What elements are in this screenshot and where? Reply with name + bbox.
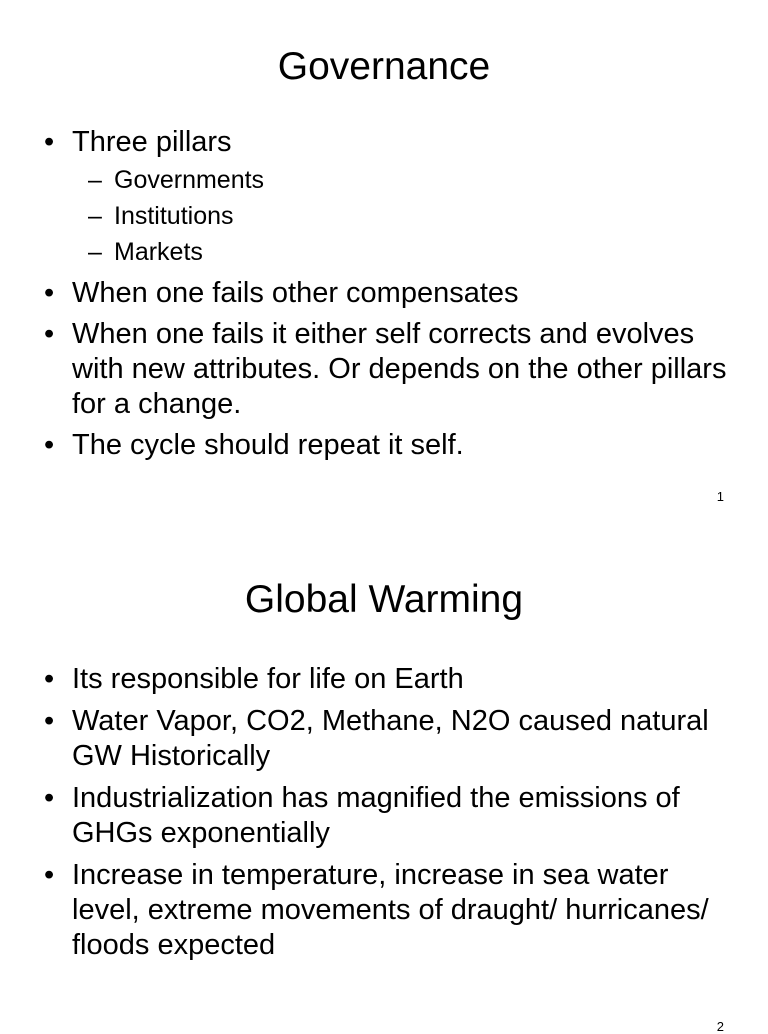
- bullet-item: [44, 428, 744, 463]
- bullet-text: The cycle should repeat it self.: [72, 429, 464, 461]
- bullet-text: Its responsible for life on Earth: [72, 663, 464, 695]
- bullet-item: [44, 125, 744, 270]
- bullet-text: Industrialization has magnified the emissions of GHGs exponentially: [72, 782, 680, 849]
- bullet-text: Three pillars: [72, 126, 232, 158]
- slide-global-warming: [0, 532, 768, 1034]
- bullet-item: [44, 317, 744, 422]
- bullet-text: When one fails other compensates: [72, 277, 519, 309]
- bullet-item: [44, 276, 744, 311]
- bullet-marker: •: [44, 859, 55, 891]
- bullet-marker: •: [44, 705, 55, 737]
- sub-bullet-text: Markets: [114, 238, 203, 266]
- sub-bullet-item: [88, 162, 744, 198]
- sub-bullet-marker: –: [88, 238, 102, 266]
- bullet-marker: •: [44, 429, 55, 461]
- bullet-item: [44, 662, 744, 697]
- sub-bullet-text: Governments: [114, 166, 265, 194]
- bullet-text: When one fails it either self corrects and evolves with new attributes. Or depends on the other pillars for a change.: [72, 318, 727, 420]
- bullet-marker: •: [44, 782, 55, 814]
- sub-bullet-marker: –: [88, 202, 102, 230]
- slide-title: Global Warming: [244, 578, 524, 621]
- sub-bullet-list: [88, 162, 744, 270]
- bullet-list: [44, 125, 744, 469]
- bullet-marker: •: [44, 663, 55, 695]
- bullet-item: [44, 858, 744, 963]
- page-number: 1: [716, 489, 724, 504]
- bullet-marker: •: [44, 318, 55, 350]
- slide-title: Governance: [277, 45, 491, 88]
- sub-bullet-item: [88, 198, 744, 234]
- sub-bullet-text: Institutions: [114, 202, 234, 230]
- bullet-item: [44, 781, 744, 851]
- bullet-marker: •: [44, 126, 55, 158]
- sub-bullet-marker: –: [88, 166, 102, 194]
- bullet-marker: •: [44, 277, 55, 309]
- bullet-text: Water Vapor, CO2, Methane, N2O caused natural GW Historically: [72, 705, 709, 772]
- bullet-item: [44, 704, 744, 774]
- sub-bullet-item: [88, 234, 744, 270]
- bullet-list: [44, 662, 744, 970]
- bullet-text: Increase in temperature, increase in sea water level, extreme movements of draught/ hurricanes/ floods expected: [72, 859, 709, 961]
- page-number: 2: [716, 1019, 724, 1034]
